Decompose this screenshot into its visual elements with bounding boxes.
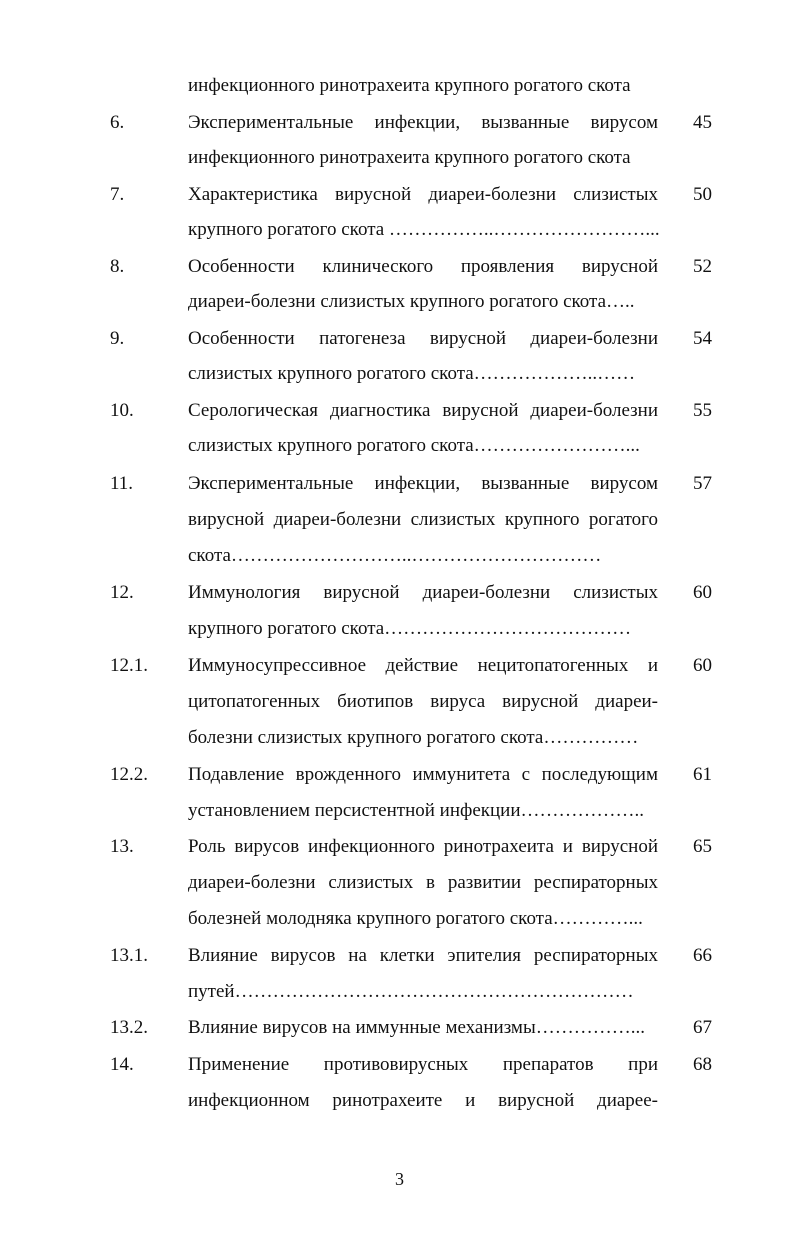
toc-entry-number: 14.	[110, 1054, 134, 1075]
toc-entry-text: слизистых крупного рогатого скота………………..……	[188, 363, 636, 384]
toc-entry-page: 61	[693, 764, 712, 785]
toc-entry-text: установлением персистентной инфекции………………..	[188, 800, 644, 821]
toc-entry-text: вирусной диареи-болезни слизистых крупного рогатого	[188, 509, 658, 530]
toc-entry-text: слизистых крупного рогатого скота……………………...	[188, 435, 640, 456]
toc-entry-page: 60	[693, 655, 712, 676]
toc-entry-text: Влияние вирусов на иммунные механизмы……………...	[188, 1017, 645, 1038]
toc-entry-text: крупного рогатого скота ……………..……………………...	[188, 219, 660, 240]
toc-entry-text: болезни слизистых крупного рогатого скота……………	[188, 727, 639, 748]
toc-entry-page: 66	[693, 945, 712, 966]
toc-entry-text: инфекционном ринотрахеите и вирусной диарее-	[188, 1090, 658, 1111]
toc-entry-number: 9.	[110, 328, 125, 349]
toc-entry-text: скота………………………..…………………………	[188, 545, 602, 566]
page-number: 3	[395, 1169, 404, 1189]
toc-entry-text: инфекционного ринотрахеита крупного рогатого скота	[188, 75, 631, 96]
toc-entry-text: Иммунология вирусной диареи-болезни слизистых	[188, 582, 658, 603]
toc-entry-page: 65	[693, 836, 712, 857]
toc-entry-number: 11.	[110, 473, 134, 494]
toc-entry-page: 57	[693, 473, 712, 494]
toc-entry-text: Применение противовирусных препаратов при	[188, 1054, 658, 1075]
toc-entry-page: 50	[693, 184, 712, 205]
toc-entry-page: 55	[693, 400, 712, 421]
toc-entry-number: 12.	[110, 582, 134, 603]
toc-entry-text: инфекционного ринотрахеита крупного рогатого скота	[188, 147, 631, 168]
toc-entry-number: 13.	[110, 836, 134, 857]
toc-entry-page: 68	[693, 1054, 712, 1075]
toc-entry-number: 12.1.	[110, 655, 148, 676]
toc-entry-page: 60	[693, 582, 712, 603]
toc-entry-text: диареи-болезни слизистых крупного рогатого скота…..	[188, 291, 635, 312]
toc-entry-page: 52	[693, 256, 712, 277]
toc-entry-number: 13.2.	[110, 1017, 148, 1038]
toc-entry-text: Роль вирусов инфекционного ринотрахеита и вирусной	[188, 836, 658, 857]
toc-entry-number: 8.	[110, 256, 125, 277]
toc-entry-text: цитопатогенных биотипов вируса вирусной диареи-	[188, 691, 658, 712]
toc-entry-text: болезней молодняка крупного рогатого скота…………...	[188, 908, 643, 929]
toc-entry-text: Особенности клинического проявления вирусной	[188, 256, 658, 277]
toc-entry-page: 54	[693, 328, 712, 349]
toc-entry-text: диареи-болезни слизистых в развитии респираторных	[188, 872, 658, 893]
toc-entry-text: Экспериментальные инфекции, вызванные вирусом	[188, 473, 658, 494]
toc-entry-text: путей………………………………………………………	[188, 981, 634, 1002]
toc-entry-number: 10.	[110, 400, 134, 421]
toc-entry-text: Влияние вирусов на клетки эпителия респираторных	[188, 945, 658, 966]
toc-entry-text: Характеристика вирусной диареи-болезни слизистых	[188, 184, 658, 205]
toc-entry-text: Иммуносупрессивное действие нецитопатогенных и	[188, 655, 658, 676]
toc-entry-number: 12.2.	[110, 764, 148, 785]
toc-entry-text: крупного рогатого скота…………………………………	[188, 618, 632, 639]
toc-entry-number: 13.1.	[110, 945, 148, 966]
toc-entry-page: 67	[693, 1017, 712, 1038]
toc-entry-text: Подавление врожденного иммунитета с последующим	[188, 764, 658, 785]
toc-entry-page: 45	[693, 112, 712, 133]
toc-entry-text: Экспериментальные инфекции, вызванные вирусом	[188, 112, 658, 133]
toc-entry-number: 7.	[110, 184, 125, 205]
toc-entry-text: Особенности патогенеза вирусной диареи-болезни	[188, 328, 658, 349]
toc-entry-text: Серологическая диагностика вирусной диареи-болезни	[188, 400, 658, 421]
toc-entry-number: 6.	[110, 112, 125, 133]
